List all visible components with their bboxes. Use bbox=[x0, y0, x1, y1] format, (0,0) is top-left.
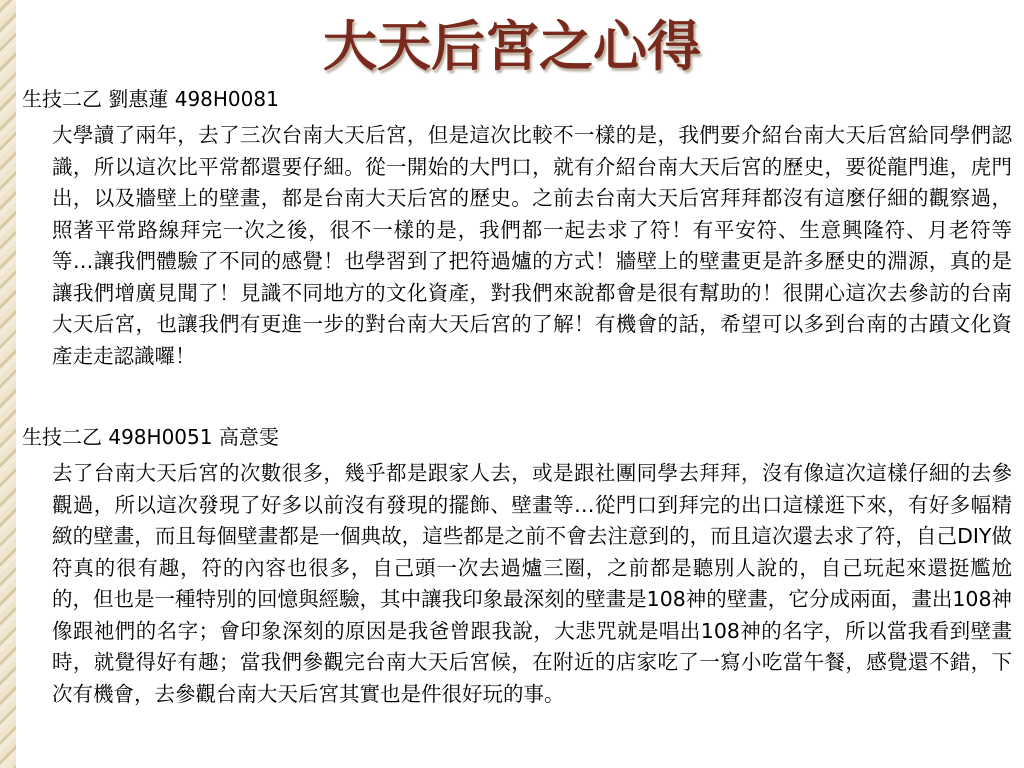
section-2-author: 生技二乙 498H0051 高意雯 bbox=[22, 425, 279, 449]
section-1-text: 大學讀了兩年，去了三次台南大天后宮，但是這次比較不一樣的是，我們要介紹台南大天后宮給同學們認識，所以這次比平常都還要仔細。從一開始的大門口，就有介紹台南大天后宮的歷史，要從龍門進，虎門出，以及牆壁上的壁畫，都是台南大天后宮的歷史。之前去台南大天后宮拜拜都沒有這麼仔細的觀察過，照著平常路線拜完一次之後，很不一樣的是，我們都一起去求了符！有平安符、生意興隆符、月老符等等…讓我們體驗了不同的感覺！也學習到了把符過爐的方式！牆壁上的壁畫更是許多歷史的淵源，真的是讓我們增廣見聞了！見識不同地方的文化資產，對我們來說都會是很有幫助的！很開心這次去參訪的台南大天后宮，也讓我們有更進一步的對台南大天后宮的了解！有機會的話，希望可以多到台南的古蹟文化資產走走認識囉！ bbox=[52, 123, 1012, 368]
page-title: 大天后宮之心得 bbox=[323, 15, 701, 78]
decorative-stripe bbox=[0, 0, 16, 768]
section-1-author: 生技二乙 劉惠蓮 498H0081 bbox=[22, 87, 279, 111]
section-2-text: 去了台南大天后宮的次數很多，幾乎都是跟家人去，或是跟社團同學去拜拜，沒有像這次這樣仔細的去參觀過，所以這次發現了好多以前沒有發現的擺飾、壁畫等…從門口到拜完的出口這樣逛下來，有好多幅精緻的壁畫，而且每個壁畫都是一個典故，這些都是之前不會去注意到的，而且這次還去求了符，自己DIY做符真的很有趣，符的內容也很多，自己頭一次去過爐三圈，之前都是聽別人說的，自己玩起來還挺尷尬的，但也是一種特別的回憶與經驗，其中讓我印象最深刻的壁畫是108神的壁畫，它分成兩面，畫出108神像跟祂們的名字；會印象深刻的原因是我爸曾跟我說，大悲咒就是唱出108神的名字，所以當我看到壁畫時，就覺得好有趣；當我們參觀完台南大天后宮候，在附近的店家吃了一寫小吃當午餐，感覺還不錯，下次有機會，去參觀台南大天后宮其實也是件很好玩的事。 bbox=[52, 461, 1012, 706]
